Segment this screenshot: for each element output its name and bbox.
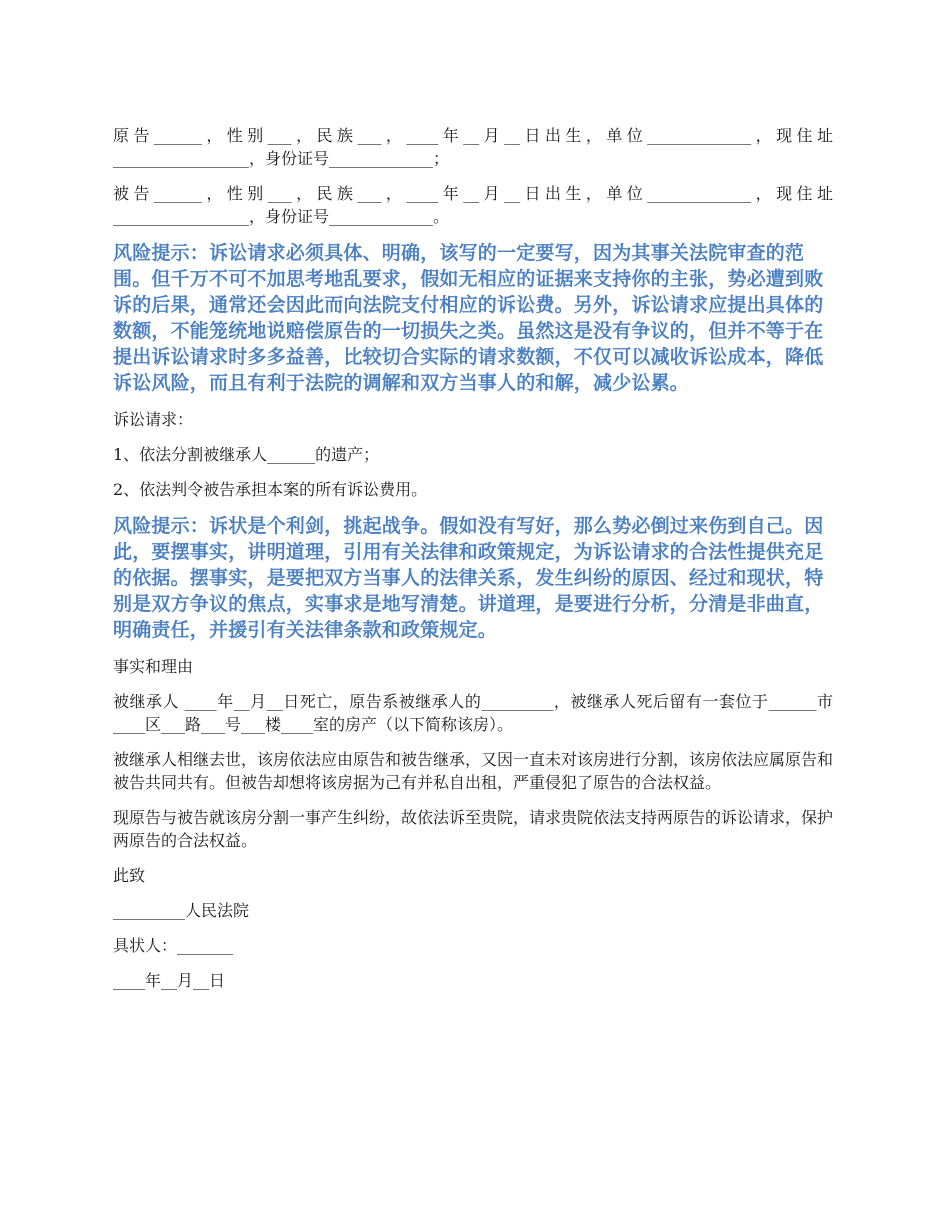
fact-paragraph: 被继承人 ____年__月__日死亡，原告系被继承人的_________，被继承人死后留有一套位于______市____区___路___号___楼____室的房产（以下简称该房）。 xyxy=(113,692,833,734)
document-page xyxy=(113,124,833,1004)
court-name: _________人民法院 xyxy=(113,901,250,920)
fact-paragraph: 被继承人相继去世，该房依法应由原告和被告继承，又因一直未对该房进行分割，该房依法应属原告和被告共同共有。但被告却想将该房据为己有并私自出租，严重侵犯了原告的合法权益。 xyxy=(113,750,834,792)
claim-item: 1、依法分割被继承人______的遗产； xyxy=(113,445,380,464)
defendant-info: 被告______，性别___，民族___，____年__月__日出生，单位_____________，现住址_________________，身份证号_____________。 xyxy=(113,184,833,226)
risk-tip-claims: 风险提示：诉讼请求必须具体、明确，该写的一定要写，因为其事关法院审查的范围。但千万不可不加思考地乱要求，假如无相应的证据来支持你的主张，势必遭到败诉的后果，通常还会因此而向法院支付相应的诉讼费。另外，诉讼请求应提出具体的数额，不能笼统地说赔偿原告的一切损失之类。虽然这是没有争议的，但并不等于在提出诉讼请求时多多益善，比较切合实际的请求数额，不仅可以减收诉讼成本，降低诉讼风险，而且有利于法院的调解和双方当事人的和解，减少讼累。 xyxy=(113,242,824,394)
risk-tip-facts: 风险提示：诉状是个利剑，挑起战争。假如没有写好，那么势必倒过来伤到自己。因此，要摆事实，讲明道理，引用有关法律和政策规定，为诉讼请求的合法性提供充足的依据。摆事实，是要把双方当事人的法律关系，发生纠纷的原因、经过和现状，特别是双方争议的焦点，实事求是地写清楚。讲道理，是要进行分析，分清是非曲直，明确责任，并援引有关法律条款和政策规定。 xyxy=(113,515,824,641)
fact-paragraph: 现原告与被告就该房分割一事产生纠纷，故依法诉至贵院，请求贵院依法支持两原告的诉讼请求，保护两原告的合法权益。 xyxy=(113,808,834,850)
claim-item: 2、依法判令被告承担本案的所有诉讼费用。 xyxy=(113,480,428,499)
closing-salutation: 此致 xyxy=(113,866,146,885)
plaintiff-info: 原告______，性别___，民族___，____年__月__日出生，单位_____________，现住址_________________，身份证号_____________； xyxy=(113,126,833,168)
signer-line: 具状人：_______ xyxy=(113,936,234,955)
claims-heading: 诉讼请求： xyxy=(113,410,194,429)
date-line: ____年__月__日 xyxy=(113,971,226,990)
facts-heading: 事实和理由 xyxy=(113,657,194,676)
